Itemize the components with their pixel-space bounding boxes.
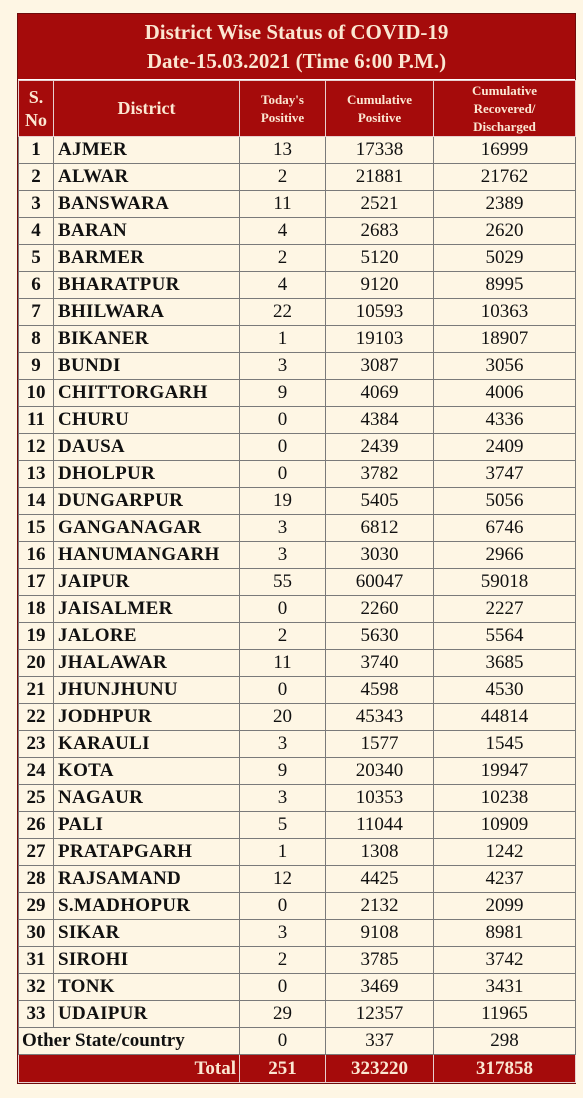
table-row — [19, 407, 576, 434]
table-row — [19, 542, 576, 569]
table-row — [19, 1001, 576, 1028]
row-cumulative-positive: 5630 — [326, 623, 434, 650]
row-cumulative-positive: 3469 — [326, 974, 434, 1001]
row-cumulative-positive: 1308 — [326, 839, 434, 866]
row-cumulative-recovered: 4237 — [434, 866, 576, 893]
row-cumulative-recovered: 8995 — [434, 272, 576, 299]
row-sno: 25 — [19, 785, 54, 812]
row-district: BIKANER — [54, 326, 240, 353]
row-sno: 18 — [19, 596, 54, 623]
row-cumulative-positive: 9120 — [326, 272, 434, 299]
table-row — [19, 137, 576, 164]
row-sno: 17 — [19, 569, 54, 596]
table-row — [19, 245, 576, 272]
row-cumulative-positive: 3782 — [326, 461, 434, 488]
row-todays-positive: 0 — [240, 461, 326, 488]
row-sno: 24 — [19, 758, 54, 785]
row-cumulative-positive: 60047 — [326, 569, 434, 596]
row-cumulative-positive: 10353 — [326, 785, 434, 812]
header-district: District — [54, 81, 240, 137]
header-todays-positive: Today's Positive — [240, 81, 326, 137]
row-cumulative-recovered: 3685 — [434, 650, 576, 677]
row-cumulative-positive: 2132 — [326, 893, 434, 920]
row-cumulative-recovered: 18907 — [434, 326, 576, 353]
row-cumulative-recovered: 2389 — [434, 191, 576, 218]
row-cumulative-positive: 17338 — [326, 137, 434, 164]
row-district: TONK — [54, 974, 240, 1001]
row-sno: 29 — [19, 893, 54, 920]
row-cumulative-positive: 11044 — [326, 812, 434, 839]
row-cumulative-recovered: 2227 — [434, 596, 576, 623]
row-todays-positive: 2 — [240, 623, 326, 650]
row-todays-positive: 4 — [240, 218, 326, 245]
row-district: JHALAWAR — [54, 650, 240, 677]
row-cumulative-positive: 45343 — [326, 704, 434, 731]
header-cumulative-recovered: Cumulative Recovered/ Discharged — [434, 81, 576, 137]
row-todays-positive: 2 — [240, 164, 326, 191]
table-row — [19, 650, 576, 677]
table-row — [19, 920, 576, 947]
row-cumulative-positive: 19103 — [326, 326, 434, 353]
row-cumulative-recovered: 3742 — [434, 947, 576, 974]
row-district: DUNGARPUR — [54, 488, 240, 515]
row-district: SIROHI — [54, 947, 240, 974]
row-todays-positive: 22 — [240, 299, 326, 326]
row-todays-positive: 11 — [240, 650, 326, 677]
table-row — [19, 569, 576, 596]
row-cumulative-positive: 9108 — [326, 920, 434, 947]
row-sno: 15 — [19, 515, 54, 542]
row-cumulative-positive: 21881 — [326, 164, 434, 191]
row-sno: 32 — [19, 974, 54, 1001]
row-sno: 33 — [19, 1001, 54, 1028]
row-district: BARMER — [54, 245, 240, 272]
row-cumulative-recovered: 19947 — [434, 758, 576, 785]
table-row — [19, 974, 576, 1001]
row-cumulative-recovered: 10909 — [434, 812, 576, 839]
row-district: GANGANAGAR — [54, 515, 240, 542]
row-todays-positive: 0 — [240, 974, 326, 1001]
row-cumulative-positive: 3740 — [326, 650, 434, 677]
table-body — [19, 137, 576, 1028]
row-sno: 7 — [19, 299, 54, 326]
row-district: CHURU — [54, 407, 240, 434]
table-row — [19, 191, 576, 218]
table-row — [19, 704, 576, 731]
row-cumulative-recovered: 11965 — [434, 1001, 576, 1028]
row-district: ALWAR — [54, 164, 240, 191]
row-cumulative-positive: 4384 — [326, 407, 434, 434]
row-sno: 8 — [19, 326, 54, 353]
row-todays-positive: 3 — [240, 515, 326, 542]
other-state-today: 0 — [240, 1028, 326, 1055]
table-row — [19, 758, 576, 785]
row-cumulative-recovered: 2409 — [434, 434, 576, 461]
row-district: RAJSAMAND — [54, 866, 240, 893]
row-cumulative-recovered: 10238 — [434, 785, 576, 812]
table-row — [19, 434, 576, 461]
other-state-row — [19, 1028, 576, 1055]
row-todays-positive: 2 — [240, 245, 326, 272]
row-district: PALI — [54, 812, 240, 839]
row-sno: 28 — [19, 866, 54, 893]
table-row — [19, 785, 576, 812]
table-row — [19, 515, 576, 542]
row-cumulative-recovered: 6746 — [434, 515, 576, 542]
header-sno: S. No — [19, 81, 54, 137]
row-cumulative-recovered: 1242 — [434, 839, 576, 866]
row-cumulative-recovered: 2620 — [434, 218, 576, 245]
row-district: BANSWARA — [54, 191, 240, 218]
row-district: DHOLPUR — [54, 461, 240, 488]
row-cumulative-positive: 1577 — [326, 731, 434, 758]
row-todays-positive: 3 — [240, 920, 326, 947]
row-cumulative-recovered: 44814 — [434, 704, 576, 731]
row-cumulative-recovered: 4336 — [434, 407, 576, 434]
row-cumulative-positive: 10593 — [326, 299, 434, 326]
table-row — [19, 272, 576, 299]
header-cumulative-positive: Cumulative Positive — [326, 81, 434, 137]
row-sno: 2 — [19, 164, 54, 191]
table-row — [19, 623, 576, 650]
row-cumulative-recovered: 3056 — [434, 353, 576, 380]
row-cumulative-positive: 3785 — [326, 947, 434, 974]
table-row — [19, 947, 576, 974]
other-state-cum-recovered: 298 — [434, 1028, 576, 1055]
table-row — [19, 893, 576, 920]
row-sno: 9 — [19, 353, 54, 380]
table-title — [18, 14, 575, 80]
row-todays-positive: 0 — [240, 893, 326, 920]
row-sno: 21 — [19, 677, 54, 704]
row-todays-positive: 19 — [240, 488, 326, 515]
row-cumulative-recovered: 5564 — [434, 623, 576, 650]
table-row — [19, 866, 576, 893]
table-row — [19, 677, 576, 704]
row-sno: 23 — [19, 731, 54, 758]
row-sno: 31 — [19, 947, 54, 974]
row-cumulative-recovered: 8981 — [434, 920, 576, 947]
table-row — [19, 353, 576, 380]
row-cumulative-positive: 2439 — [326, 434, 434, 461]
table-row — [19, 164, 576, 191]
row-todays-positive: 3 — [240, 785, 326, 812]
row-cumulative-positive: 20340 — [326, 758, 434, 785]
row-todays-positive: 12 — [240, 866, 326, 893]
row-cumulative-recovered: 16999 — [434, 137, 576, 164]
table-row — [19, 461, 576, 488]
row-todays-positive: 11 — [240, 191, 326, 218]
row-district: KOTA — [54, 758, 240, 785]
row-district: JALORE — [54, 623, 240, 650]
row-cumulative-positive: 5120 — [326, 245, 434, 272]
other-state-cum-positive: 337 — [326, 1028, 434, 1055]
row-cumulative-positive: 4425 — [326, 866, 434, 893]
row-cumulative-recovered: 59018 — [434, 569, 576, 596]
row-todays-positive: 3 — [240, 731, 326, 758]
row-district: S.MADHOPUR — [54, 893, 240, 920]
row-district: JHUNJHUNU — [54, 677, 240, 704]
row-district: JAIPUR — [54, 569, 240, 596]
row-sno: 30 — [19, 920, 54, 947]
row-cumulative-positive: 6812 — [326, 515, 434, 542]
row-district: KARAULI — [54, 731, 240, 758]
header-row — [19, 81, 576, 137]
row-cumulative-positive: 2260 — [326, 596, 434, 623]
row-district: BUNDI — [54, 353, 240, 380]
total-today: 251 — [240, 1055, 326, 1083]
row-cumulative-recovered: 3431 — [434, 974, 576, 1001]
row-todays-positive: 0 — [240, 596, 326, 623]
row-todays-positive: 1 — [240, 839, 326, 866]
title-line-1: District Wise Status of COVID-19 — [144, 19, 449, 44]
row-cumulative-positive: 4598 — [326, 677, 434, 704]
table-row — [19, 731, 576, 758]
row-district: DAUSA — [54, 434, 240, 461]
table-row — [19, 839, 576, 866]
table-row — [19, 218, 576, 245]
row-sno: 22 — [19, 704, 54, 731]
row-sno: 16 — [19, 542, 54, 569]
table-row — [19, 326, 576, 353]
row-sno: 13 — [19, 461, 54, 488]
row-cumulative-recovered: 2966 — [434, 542, 576, 569]
row-sno: 11 — [19, 407, 54, 434]
table-row — [19, 299, 576, 326]
row-district: PRATAPGARH — [54, 839, 240, 866]
row-cumulative-recovered: 3747 — [434, 461, 576, 488]
total-cum-recovered: 317858 — [434, 1055, 576, 1083]
row-district: UDAIPUR — [54, 1001, 240, 1028]
row-district: JODHPUR — [54, 704, 240, 731]
row-todays-positive: 5 — [240, 812, 326, 839]
row-sno: 14 — [19, 488, 54, 515]
total-cum-positive: 323220 — [326, 1055, 434, 1083]
total-label: Total — [19, 1055, 240, 1083]
district-status-table-container — [17, 13, 576, 1084]
row-sno: 19 — [19, 623, 54, 650]
row-cumulative-recovered: 5029 — [434, 245, 576, 272]
row-sno: 12 — [19, 434, 54, 461]
row-todays-positive: 55 — [240, 569, 326, 596]
row-cumulative-recovered: 21762 — [434, 164, 576, 191]
row-cumulative-recovered: 5056 — [434, 488, 576, 515]
row-cumulative-positive: 4069 — [326, 380, 434, 407]
row-sno: 4 — [19, 218, 54, 245]
row-cumulative-positive: 5405 — [326, 488, 434, 515]
total-row — [19, 1055, 576, 1083]
row-todays-positive: 0 — [240, 677, 326, 704]
row-todays-positive: 4 — [240, 272, 326, 299]
row-district: BHILWARA — [54, 299, 240, 326]
row-sno: 5 — [19, 245, 54, 272]
row-district: JAISALMER — [54, 596, 240, 623]
row-district: NAGAUR — [54, 785, 240, 812]
row-sno: 20 — [19, 650, 54, 677]
row-district: BARAN — [54, 218, 240, 245]
row-todays-positive: 3 — [240, 542, 326, 569]
row-sno: 1 — [19, 137, 54, 164]
row-todays-positive: 1 — [240, 326, 326, 353]
title-line-2: Date-15.03.2021 (Time 6:00 P.M.) — [146, 48, 447, 73]
row-district: BHARATPUR — [54, 272, 240, 299]
table-row — [19, 596, 576, 623]
row-cumulative-recovered: 4006 — [434, 380, 576, 407]
row-cumulative-recovered: 10363 — [434, 299, 576, 326]
row-cumulative-positive: 2683 — [326, 218, 434, 245]
row-district: AJMER — [54, 137, 240, 164]
row-district: HANUMANGARH — [54, 542, 240, 569]
table-row — [19, 380, 576, 407]
other-state-label: Other State/country — [19, 1028, 240, 1055]
row-cumulative-recovered: 4530 — [434, 677, 576, 704]
row-district: CHITTORGARH — [54, 380, 240, 407]
table-row — [19, 812, 576, 839]
table-row — [19, 488, 576, 515]
row-sno: 27 — [19, 839, 54, 866]
row-sno: 26 — [19, 812, 54, 839]
row-todays-positive: 20 — [240, 704, 326, 731]
row-cumulative-recovered: 2099 — [434, 893, 576, 920]
row-todays-positive: 0 — [240, 434, 326, 461]
row-sno: 10 — [19, 380, 54, 407]
row-todays-positive: 9 — [240, 380, 326, 407]
row-todays-positive: 0 — [240, 407, 326, 434]
row-todays-positive: 2 — [240, 947, 326, 974]
row-cumulative-positive: 3030 — [326, 542, 434, 569]
district-status-table — [18, 80, 576, 1083]
row-todays-positive: 29 — [240, 1001, 326, 1028]
row-sno: 3 — [19, 191, 54, 218]
row-cumulative-positive: 3087 — [326, 353, 434, 380]
row-district: SIKAR — [54, 920, 240, 947]
row-todays-positive: 3 — [240, 353, 326, 380]
row-todays-positive: 9 — [240, 758, 326, 785]
row-sno: 6 — [19, 272, 54, 299]
row-todays-positive: 13 — [240, 137, 326, 164]
row-cumulative-positive: 12357 — [326, 1001, 434, 1028]
row-cumulative-recovered: 1545 — [434, 731, 576, 758]
row-cumulative-positive: 2521 — [326, 191, 434, 218]
